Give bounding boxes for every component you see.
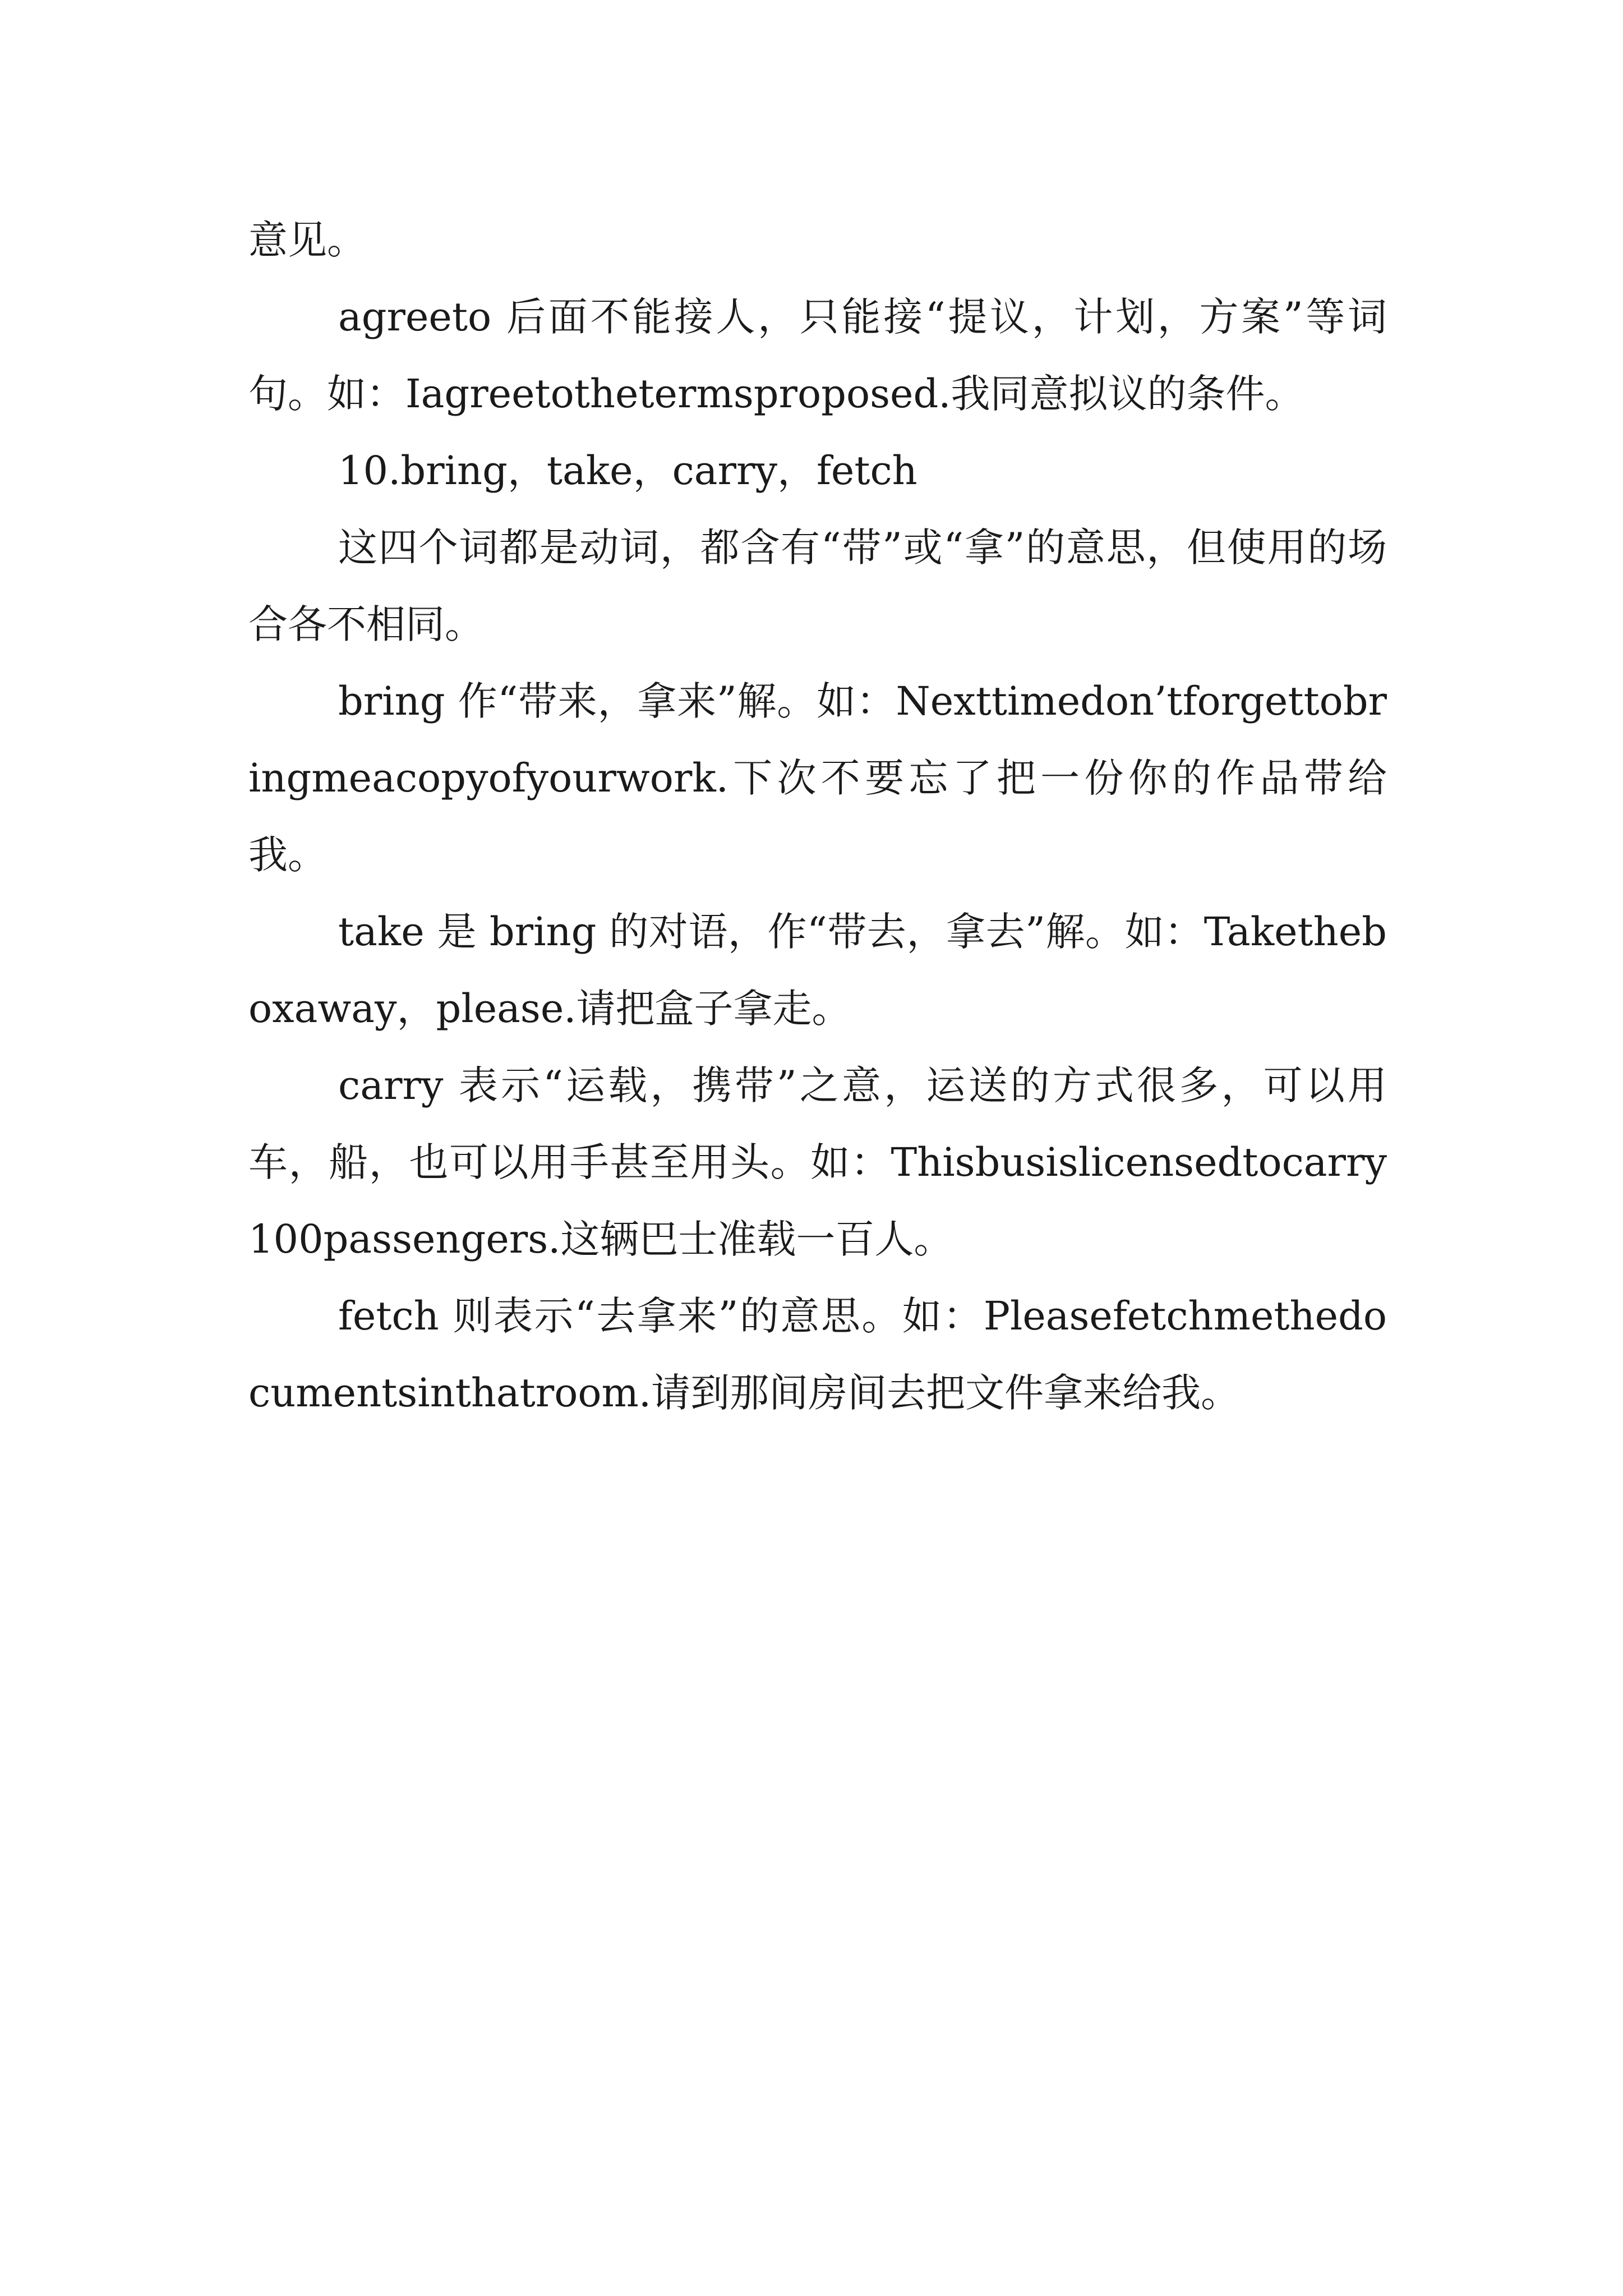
paragraph-take: take 是 bring 的对语，作“带去，拿去”解。如：Taketheboxaway，please.请把盒子拿走。	[248, 909, 1387, 1032]
paragraph-agree-to: agreeto 后面不能接人，只能接“提议，计划，方案”等词句。如：Iagreetothetermsproposed.我同意拟议的条件。	[248, 294, 1387, 417]
paragraph-fetch: fetch 则表示“去拿来”的意思。如：Pleasefetchmethedocumentsinthatroom.请到那间房间去把文件拿来给我。	[248, 1293, 1387, 1416]
section-heading: 10.bring，take，carry，fetch	[338, 448, 917, 494]
paragraph-carry: carry 表示“运载，携带”之意，运送的方式很多，可以用车，船，也可以用手甚至用头。如：Thisbusislicensedtocarry100passengers.这辆巴士准载一百人。	[248, 1062, 1387, 1262]
paragraph-bring: bring 作“带来，拿来”解。如：Nexttimedon’tforgettobringmeacopyofyourwork.下次不要忘了把一份你的作品带给我。	[248, 678, 1387, 878]
document-body	[248, 202, 1387, 1432]
paragraph-overview: 这四个词都是动词，都含有“带”或“拿”的意思，但使用的场合各不相同。	[248, 524, 1387, 647]
paragraph-continuation: 意见。	[248, 217, 366, 263]
